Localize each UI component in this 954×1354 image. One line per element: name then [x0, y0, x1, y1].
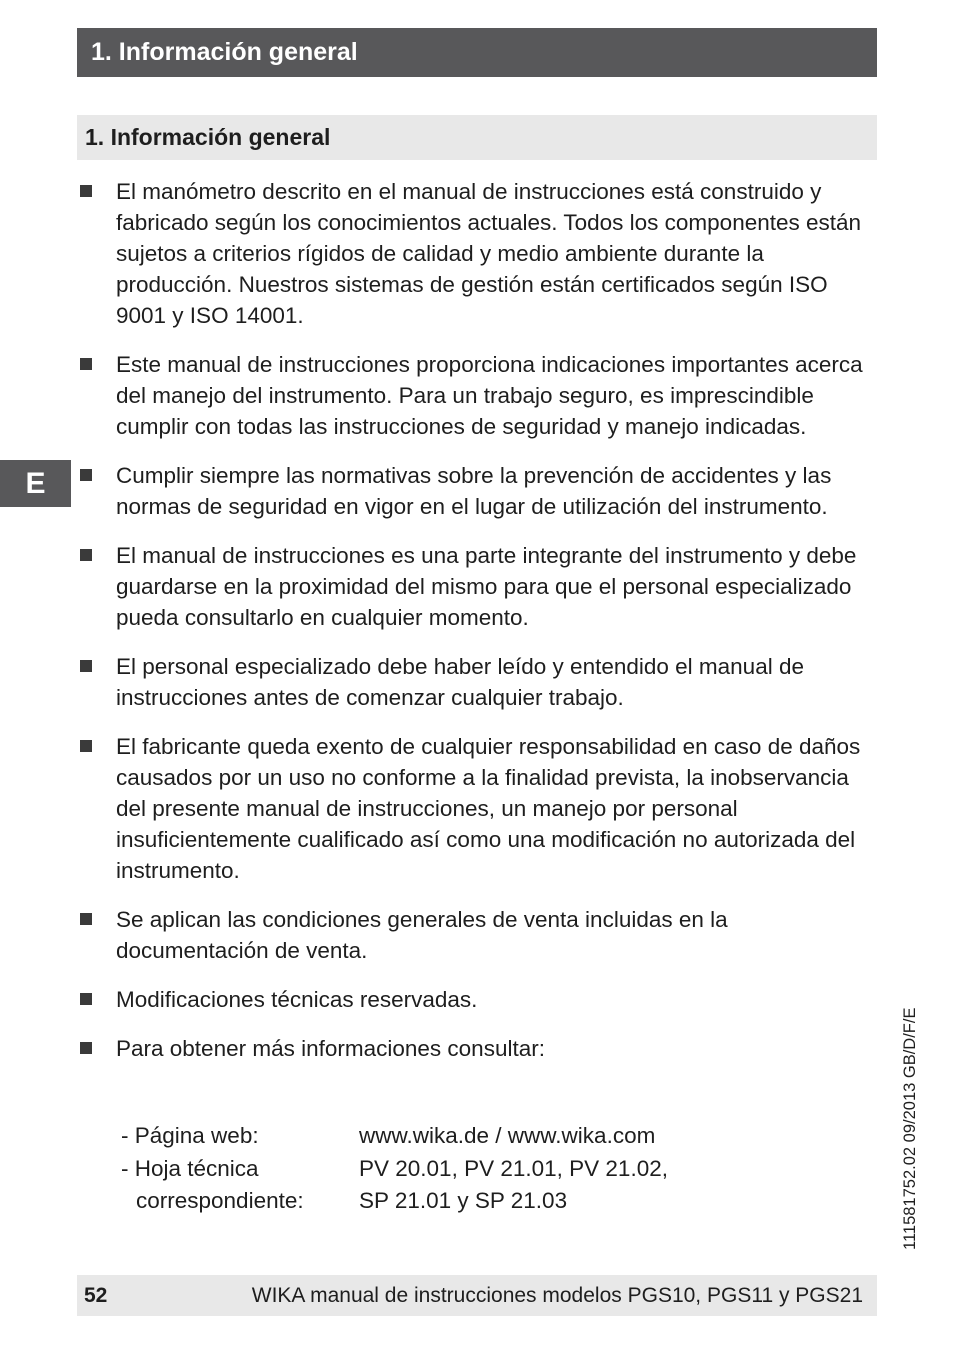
- datasheet-value: PV 20.01, PV 21.01, PV 21.02,: [359, 1155, 668, 1181]
- list-item: [77, 731, 877, 886]
- section-heading: 1. Información general: [85, 124, 331, 150]
- square-bullet-icon: [80, 993, 92, 1005]
- reference-row-datasheet-cont: [121, 1185, 668, 1218]
- square-bullet-icon: [80, 660, 92, 672]
- page-header-title: 1. Información general: [91, 38, 358, 66]
- list-item-text: Cumplir siempre las normativas sobre la prevención de accidentes y las normas de seguridad en vigor en el lugar de utilización del instrumento.: [116, 463, 832, 519]
- datasheet-label: - Hoja técnica: [121, 1155, 259, 1181]
- list-item-text: El personal especializado debe haber leído y entendido el manual de instrucciones antes de comenzar cualquier trabajo.: [116, 654, 804, 710]
- reference-table: [121, 1120, 668, 1218]
- list-item-text: El fabricante queda exento de cualquier responsabilidad en caso de daños causados por un uso no conforme a la finalidad prevista, la inobservancia del presente manual de instrucciones, un manejo por personal insuficientemente cualificado así como una modificación no autorizada del instrumento.: [116, 734, 861, 883]
- web-label: - Página web:: [121, 1123, 259, 1148]
- square-bullet-icon: [80, 185, 92, 197]
- square-bullet-icon: [80, 549, 92, 561]
- square-bullet-icon: [80, 1042, 92, 1054]
- list-item: [77, 176, 877, 331]
- list-item: [77, 984, 877, 1015]
- list-item: [77, 651, 877, 713]
- list-item: [77, 904, 877, 966]
- datasheet-label-cont: correspondiente:: [136, 1188, 304, 1213]
- web-value: www.wika.de / www.wika.com: [359, 1123, 656, 1148]
- list-item-text: Para obtener más informaciones consultar:: [116, 1036, 545, 1061]
- language-tab: E: [0, 460, 71, 507]
- document-code: 11158175​2.02 09/2013 GB/D/F/E: [901, 1007, 919, 1250]
- section-heading-bar: [77, 115, 877, 160]
- list-item-text: El manómetro descrito en el manual de instrucciones está construido y fabricado según los conocimientos actuales. Todos los componentes están sujetos a criterios rígidos de calidad y medio ambiente durante la producción. Nuestros sistemas de gestión están certificados según ISO 9001 y ISO 14001.: [116, 179, 862, 328]
- list-item: [77, 460, 877, 522]
- list-item-text: El manual de instrucciones es una parte integrante del instrumento y debe guardarse en la proximidad del mismo para que el personal especializado pueda consultarlo en cualquier momento.: [116, 543, 857, 630]
- square-bullet-icon: [80, 469, 92, 481]
- list-item-text: Modificaciones técnicas reservadas.: [116, 987, 478, 1012]
- list-item: [77, 540, 877, 633]
- page-footer: [77, 1275, 877, 1316]
- footer-title: WIKA manual de instrucciones modelos PGS10, PGS11 y PGS21: [251, 1284, 863, 1307]
- bullet-list: [77, 176, 877, 1082]
- square-bullet-icon: [80, 740, 92, 752]
- list-item: [77, 349, 877, 442]
- list-item-text: Se aplican las condiciones generales de venta incluidas en la documentación de venta.: [116, 907, 728, 963]
- reference-row-web: [121, 1120, 668, 1153]
- list-item-text: Este manual de instrucciones proporciona indicaciones importantes acerca del manejo del instrumento. Para un trabajo seguro, es imprescindible cumplir con todas las instrucciones de seguridad y manejo indicadas.: [116, 352, 863, 439]
- page-number: 52: [84, 1284, 108, 1307]
- square-bullet-icon: [80, 358, 92, 370]
- reference-row-datasheet: [121, 1153, 668, 1186]
- list-item: [77, 1033, 877, 1064]
- square-bullet-icon: [80, 913, 92, 925]
- datasheet-value-cont: SP 21.01 y SP 21.03: [359, 1188, 568, 1213]
- page-header-bar: [77, 28, 877, 77]
